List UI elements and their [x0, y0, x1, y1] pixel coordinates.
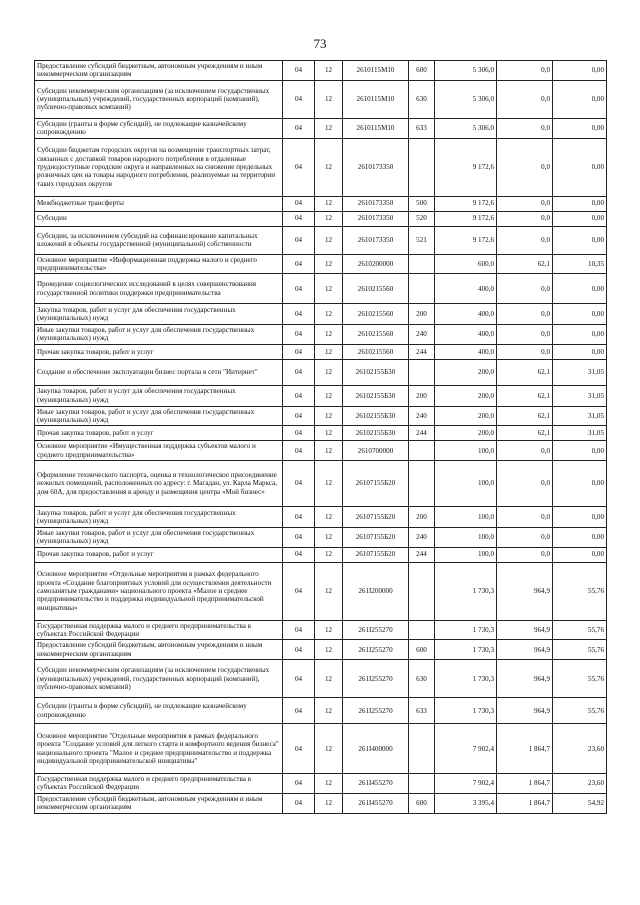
- row-planned-amount: 200,0: [435, 426, 497, 441]
- row-execution-percent: 0,00: [553, 61, 607, 81]
- row-section: 04: [283, 506, 315, 527]
- row-planned-amount: 400,0: [435, 325, 497, 345]
- row-subsection: 12: [315, 562, 343, 620]
- row-planned-amount: 9 172,6: [435, 226, 497, 254]
- row-section: 04: [283, 640, 315, 660]
- row-planned-amount: 5 306,0: [435, 118, 497, 138]
- row-subsection: 12: [315, 426, 343, 441]
- row-expense-type: 633: [409, 118, 435, 138]
- row-name: Закупка товаров, работ и услуг для обеспечения государственных (муниципальных) нужд: [35, 506, 283, 527]
- row-executed-amount: 0,0: [497, 547, 553, 562]
- row-name: Закупка товаров, работ и услуг для обеспечения государственных (муниципальных) нужд: [35, 385, 283, 406]
- row-planned-amount: 100,0: [435, 460, 497, 506]
- row-expense-type: [409, 620, 435, 640]
- row-target-article: 2610215560: [343, 274, 409, 304]
- row-planned-amount: 1 730,3: [435, 562, 497, 620]
- row-expense-type: 630: [409, 660, 435, 698]
- row-executed-amount: 62,1: [497, 385, 553, 406]
- table-row: [35, 226, 607, 254]
- row-target-article: 2610115М10: [343, 118, 409, 138]
- row-target-article: 26107155Б20: [343, 527, 409, 547]
- table-row: [35, 460, 607, 506]
- row-target-article: 261I255270: [343, 698, 409, 724]
- row-target-article: 2610115М10: [343, 61, 409, 81]
- row-executed-amount: 1 864,7: [497, 774, 553, 794]
- row-expense-type: 200: [409, 506, 435, 527]
- row-executed-amount: 0,0: [497, 226, 553, 254]
- row-subsection: 12: [315, 211, 343, 226]
- row-name: Создание и обеспечение эксплуатации бизнес портала в сети "Интернет": [35, 359, 283, 385]
- row-target-article: 261I255270: [343, 620, 409, 640]
- row-expense-type: 521: [409, 226, 435, 254]
- row-expense-type: 244: [409, 426, 435, 441]
- row-target-article: 2610200000: [343, 254, 409, 274]
- row-subsection: 12: [315, 640, 343, 660]
- row-section: 04: [283, 793, 315, 813]
- row-section: 04: [283, 774, 315, 794]
- row-subsection: 12: [315, 724, 343, 774]
- row-execution-percent: 0,00: [553, 274, 607, 304]
- row-name: Иные закупки товаров, работ и услуг для обеспечения государственных (муниципальных) нужд: [35, 406, 283, 426]
- row-section: 04: [283, 426, 315, 441]
- row-executed-amount: 0,0: [497, 211, 553, 226]
- row-subsection: 12: [315, 304, 343, 325]
- row-execution-percent: 0,00: [553, 138, 607, 196]
- row-target-article: 2610173350: [343, 196, 409, 211]
- row-name: Субсидии: [35, 211, 283, 226]
- row-planned-amount: 400,0: [435, 274, 497, 304]
- row-target-article: 261I200000: [343, 562, 409, 620]
- row-executed-amount: 0,0: [497, 118, 553, 138]
- row-expense-type: 200: [409, 304, 435, 325]
- row-section: 04: [283, 359, 315, 385]
- table-row: [35, 359, 607, 385]
- row-planned-amount: 9 172,6: [435, 138, 497, 196]
- row-execution-percent: 23,60: [553, 724, 607, 774]
- row-execution-percent: 55,76: [553, 620, 607, 640]
- table-row: [35, 698, 607, 724]
- row-subsection: 12: [315, 547, 343, 562]
- row-executed-amount: 1 864,7: [497, 724, 553, 774]
- row-expense-type: 633: [409, 698, 435, 724]
- row-executed-amount: 62,1: [497, 426, 553, 441]
- row-executed-amount: 62,1: [497, 254, 553, 274]
- row-executed-amount: 964,9: [497, 640, 553, 660]
- row-planned-amount: 100,0: [435, 547, 497, 562]
- row-executed-amount: 0,0: [497, 344, 553, 359]
- row-target-article: 26102155Б30: [343, 406, 409, 426]
- row-planned-amount: 200,0: [435, 406, 497, 426]
- row-name: Субсидии некоммерческим организациям (за исключением государственных (муниципальных) учреждений, государственных корпораций (компаний), публично-правовых компаний): [35, 80, 283, 118]
- row-section: 04: [283, 80, 315, 118]
- row-executed-amount: 0,0: [497, 441, 553, 461]
- row-target-article: 2610215560: [343, 304, 409, 325]
- row-executed-amount: 0,0: [497, 460, 553, 506]
- row-executed-amount: 0,0: [497, 196, 553, 211]
- row-section: 04: [283, 226, 315, 254]
- row-planned-amount: 5 306,0: [435, 61, 497, 81]
- table-row: [35, 527, 607, 547]
- row-target-article: 2610700000: [343, 441, 409, 461]
- row-planned-amount: 1 730,3: [435, 660, 497, 698]
- row-expense-type: [409, 441, 435, 461]
- row-name: Межбюджетные трансферты: [35, 196, 283, 211]
- table-row: [35, 61, 607, 81]
- row-planned-amount: 7 902,4: [435, 724, 497, 774]
- row-section: 04: [283, 254, 315, 274]
- row-section: 04: [283, 118, 315, 138]
- table-row: [35, 118, 607, 138]
- row-name: Прочая закупка товаров, работ и услуг: [35, 344, 283, 359]
- row-subsection: 12: [315, 385, 343, 406]
- budget-table: [34, 60, 607, 814]
- row-expense-type: [409, 724, 435, 774]
- row-planned-amount: 5 306,0: [435, 80, 497, 118]
- row-execution-percent: 0,00: [553, 226, 607, 254]
- row-section: 04: [283, 274, 315, 304]
- row-execution-percent: 0,00: [553, 196, 607, 211]
- row-target-article: 261I455270: [343, 774, 409, 794]
- table-row: [35, 138, 607, 196]
- row-section: 04: [283, 211, 315, 226]
- row-execution-percent: 55,76: [553, 562, 607, 620]
- row-execution-percent: 31,05: [553, 406, 607, 426]
- row-executed-amount: 964,9: [497, 660, 553, 698]
- row-execution-percent: 0,00: [553, 211, 607, 226]
- row-execution-percent: 55,76: [553, 660, 607, 698]
- row-section: 04: [283, 325, 315, 345]
- row-expense-type: 240: [409, 406, 435, 426]
- row-subsection: 12: [315, 620, 343, 640]
- row-execution-percent: 0,00: [553, 527, 607, 547]
- row-section: 04: [283, 441, 315, 461]
- page-number: 73: [313, 36, 327, 51]
- row-section: 04: [283, 61, 315, 81]
- row-name: Предоставление субсидий бюджетным, автономным учреждениям и иным некоммерческим организациям: [35, 61, 283, 81]
- row-name: Основное мероприятие «Имущественная поддержка субъектов малого и среднего предпринимательства»: [35, 441, 283, 461]
- row-name: Субсидии (гранты в форме субсидий), не подлежащие казначейскому сопровождению: [35, 698, 283, 724]
- row-target-article: 261I255270: [343, 660, 409, 698]
- row-execution-percent: 31,05: [553, 385, 607, 406]
- row-section: 04: [283, 196, 315, 211]
- row-execution-percent: 0,00: [553, 506, 607, 527]
- row-expense-type: 600: [409, 61, 435, 81]
- row-planned-amount: 1 730,3: [435, 620, 497, 640]
- row-expense-type: [409, 254, 435, 274]
- row-executed-amount: 1 864,7: [497, 793, 553, 813]
- row-executed-amount: 0,0: [497, 304, 553, 325]
- row-execution-percent: 55,76: [553, 640, 607, 660]
- row-section: 04: [283, 698, 315, 724]
- row-executed-amount: 0,0: [497, 138, 553, 196]
- row-section: 04: [283, 138, 315, 196]
- row-execution-percent: 0,00: [553, 325, 607, 345]
- row-subsection: 12: [315, 138, 343, 196]
- row-target-article: 2610173350: [343, 211, 409, 226]
- row-planned-amount: 200,0: [435, 359, 497, 385]
- row-subsection: 12: [315, 80, 343, 118]
- row-subsection: 12: [315, 325, 343, 345]
- row-execution-percent: 0,00: [553, 118, 607, 138]
- row-planned-amount: 100,0: [435, 506, 497, 527]
- table-row: [35, 620, 607, 640]
- row-name: Прочая закупка товаров, работ и услуг: [35, 426, 283, 441]
- row-name: Субсидии, за исключением субсидий на софинансирование капитальных вложений в объекты государственной (муниципальной) собственности: [35, 226, 283, 254]
- table-row: [35, 547, 607, 562]
- row-subsection: 12: [315, 406, 343, 426]
- table-row: [35, 211, 607, 226]
- row-executed-amount: 62,1: [497, 406, 553, 426]
- budget-table-body: [35, 61, 607, 814]
- row-executed-amount: 0,0: [497, 80, 553, 118]
- row-target-article: 2610173350: [343, 138, 409, 196]
- row-target-article: 261I455270: [343, 793, 409, 813]
- row-subsection: 12: [315, 61, 343, 81]
- table-row: [35, 325, 607, 345]
- row-planned-amount: 3 395,4: [435, 793, 497, 813]
- row-subsection: 12: [315, 274, 343, 304]
- row-target-article: 2610215560: [343, 325, 409, 345]
- row-subsection: 12: [315, 460, 343, 506]
- row-section: 04: [283, 562, 315, 620]
- row-section: 04: [283, 304, 315, 325]
- row-subsection: 12: [315, 698, 343, 724]
- row-execution-percent: 23,60: [553, 774, 607, 794]
- table-row: [35, 660, 607, 698]
- row-section: 04: [283, 547, 315, 562]
- row-target-article: 26107155Б20: [343, 506, 409, 527]
- table-row: [35, 441, 607, 461]
- row-executed-amount: 0,0: [497, 527, 553, 547]
- row-planned-amount: 200,0: [435, 385, 497, 406]
- row-planned-amount: 400,0: [435, 304, 497, 325]
- row-planned-amount: 1 730,3: [435, 698, 497, 724]
- row-execution-percent: 31,05: [553, 426, 607, 441]
- row-executed-amount: 0,0: [497, 506, 553, 527]
- row-executed-amount: 0,0: [497, 274, 553, 304]
- table-row: [35, 793, 607, 813]
- table-row: [35, 196, 607, 211]
- row-expense-type: [409, 359, 435, 385]
- row-execution-percent: 0,00: [553, 547, 607, 562]
- row-planned-amount: 100,0: [435, 441, 497, 461]
- table-row: [35, 254, 607, 274]
- row-subsection: 12: [315, 527, 343, 547]
- row-expense-type: [409, 774, 435, 794]
- row-planned-amount: 9 172,6: [435, 211, 497, 226]
- row-subsection: 12: [315, 196, 343, 211]
- row-subsection: 12: [315, 226, 343, 254]
- row-target-article: 26102155Б30: [343, 385, 409, 406]
- row-section: 04: [283, 527, 315, 547]
- row-executed-amount: 0,0: [497, 325, 553, 345]
- row-expense-type: [409, 460, 435, 506]
- table-row: [35, 80, 607, 118]
- row-expense-type: 240: [409, 527, 435, 547]
- row-executed-amount: 964,9: [497, 620, 553, 640]
- table-row: [35, 406, 607, 426]
- table-row: [35, 724, 607, 774]
- row-name: Субсидии некоммерческим организациям (за исключением государственных (муниципальных) учреждений, государственных корпораций (компаний), публично-правовых компаний): [35, 660, 283, 698]
- row-name: Иные закупки товаров, работ и услуг для обеспечения государственных (муниципальных) нужд: [35, 527, 283, 547]
- row-execution-percent: 0,00: [553, 344, 607, 359]
- row-target-article: 26107155Б20: [343, 460, 409, 506]
- row-subsection: 12: [315, 359, 343, 385]
- row-name: Государственная поддержка малого и среднего предпринимательства в субъектах Российской Федерации: [35, 774, 283, 794]
- row-expense-type: 500: [409, 196, 435, 211]
- row-name: Основное мероприятие «Информационная поддержка малого и среднего предпринимательства»: [35, 254, 283, 274]
- row-name: Проведение социологических исследований в целях совершенствования государственной политики поддержки предпринимательства: [35, 274, 283, 304]
- row-executed-amount: 964,9: [497, 698, 553, 724]
- row-name: Прочая закупка товаров, работ и услуг: [35, 547, 283, 562]
- row-expense-type: 520: [409, 211, 435, 226]
- row-expense-type: 240: [409, 325, 435, 345]
- row-section: 04: [283, 620, 315, 640]
- row-subsection: 12: [315, 344, 343, 359]
- table-row: [35, 426, 607, 441]
- row-expense-type: 600: [409, 640, 435, 660]
- row-target-article: 26102155Б30: [343, 359, 409, 385]
- row-section: 04: [283, 724, 315, 774]
- row-name: Иные закупки товаров, работ и услуг для обеспечения государственных (муниципальных) нужд: [35, 325, 283, 345]
- row-expense-type: [409, 138, 435, 196]
- row-section: 04: [283, 385, 315, 406]
- row-execution-percent: 0,00: [553, 80, 607, 118]
- row-planned-amount: 400,0: [435, 344, 497, 359]
- row-target-article: 261I400000: [343, 724, 409, 774]
- row-name: Государственная поддержка малого и среднего предпринимательства в субъектах Российской Федерации: [35, 620, 283, 640]
- row-execution-percent: 0,00: [553, 460, 607, 506]
- row-expense-type: 600: [409, 793, 435, 813]
- row-planned-amount: 9 172,6: [435, 196, 497, 211]
- row-subsection: 12: [315, 660, 343, 698]
- row-target-article: 261I255270: [343, 640, 409, 660]
- budget-table-container: [34, 60, 606, 814]
- row-execution-percent: 55,76: [553, 698, 607, 724]
- row-subsection: 12: [315, 118, 343, 138]
- row-name: Основное мероприятие "Отдельные мероприятия в рамках федерального проекта "Создание условий для легкого старта и комфортного ведения бизнеса" национального проекта "Малое и среднее предпринимательство и поддержка индивидуальной предпринимательской инициативы": [35, 724, 283, 774]
- table-row: [35, 385, 607, 406]
- row-planned-amount: 1 730,3: [435, 640, 497, 660]
- row-expense-type: 200: [409, 385, 435, 406]
- row-name: Предоставление субсидий бюджетным, автономным учреждениям и иным некоммерческим организациям: [35, 640, 283, 660]
- row-planned-amount: 7 902,4: [435, 774, 497, 794]
- row-execution-percent: 31,05: [553, 359, 607, 385]
- row-name: Предоставление субсидий бюджетным, автономным учреждениям и иным некоммерческим организациям: [35, 793, 283, 813]
- row-name: Субсидии бюджетам городских округов на возмещение транспортных затрат, связанных с доставкой товаров народного потребления в отдаленные труднодоступные городские округа и направленных на снижение предельных розничных цен на товары народного потребления, реализуемые на территории таких городских округов: [35, 138, 283, 196]
- row-executed-amount: 62,1: [497, 359, 553, 385]
- row-expense-type: 244: [409, 547, 435, 562]
- table-row: [35, 506, 607, 527]
- row-target-article: 2610215560: [343, 344, 409, 359]
- row-subsection: 12: [315, 793, 343, 813]
- row-section: 04: [283, 460, 315, 506]
- row-target-article: 26107155Б20: [343, 547, 409, 562]
- row-target-article: 2610173350: [343, 226, 409, 254]
- row-execution-percent: 0,00: [553, 441, 607, 461]
- row-name: Основное мероприятие «Отдельные мероприятия в рамках федерального проекта «Создание благоприятных условий для осуществления деятельности самозанятым гражданами» национального проекта «Малое и среднее предпринимательство и поддержка индивидуальной предпринимательской инициативы»: [35, 562, 283, 620]
- row-execution-percent: 0,00: [553, 304, 607, 325]
- row-section: 04: [283, 406, 315, 426]
- row-name: Оформление технического паспорта, оценка и технологическое присоединение нежилых помещений, расположенных по адресу: г. Магадан, ул. Карла Маркса, дом 60А, для предоставления в аренду и размещения центра «Мой бизнес»: [35, 460, 283, 506]
- row-expense-type: [409, 562, 435, 620]
- row-expense-type: [409, 274, 435, 304]
- row-expense-type: 244: [409, 344, 435, 359]
- row-planned-amount: 100,0: [435, 527, 497, 547]
- table-row: [35, 640, 607, 660]
- row-expense-type: 630: [409, 80, 435, 118]
- table-row: [35, 274, 607, 304]
- row-execution-percent: 54,92: [553, 793, 607, 813]
- row-planned-amount: 600,0: [435, 254, 497, 274]
- row-execution-percent: 10,35: [553, 254, 607, 274]
- table-row: [35, 774, 607, 794]
- row-section: 04: [283, 344, 315, 359]
- row-executed-amount: 0,0: [497, 61, 553, 81]
- row-executed-amount: 964,9: [497, 562, 553, 620]
- row-subsection: 12: [315, 774, 343, 794]
- row-name: Субсидии (гранты в форме субсидий), не подлежащие казначейскому сопровождению: [35, 118, 283, 138]
- table-row: [35, 344, 607, 359]
- table-row: [35, 562, 607, 620]
- row-subsection: 12: [315, 506, 343, 527]
- row-name: Закупка товаров, работ и услуг для обеспечения государственных (муниципальных) нужд: [35, 304, 283, 325]
- row-section: 04: [283, 660, 315, 698]
- row-subsection: 12: [315, 254, 343, 274]
- table-row: [35, 304, 607, 325]
- row-target-article: 26102155Б30: [343, 426, 409, 441]
- row-target-article: 2610115М10: [343, 80, 409, 118]
- row-subsection: 12: [315, 441, 343, 461]
